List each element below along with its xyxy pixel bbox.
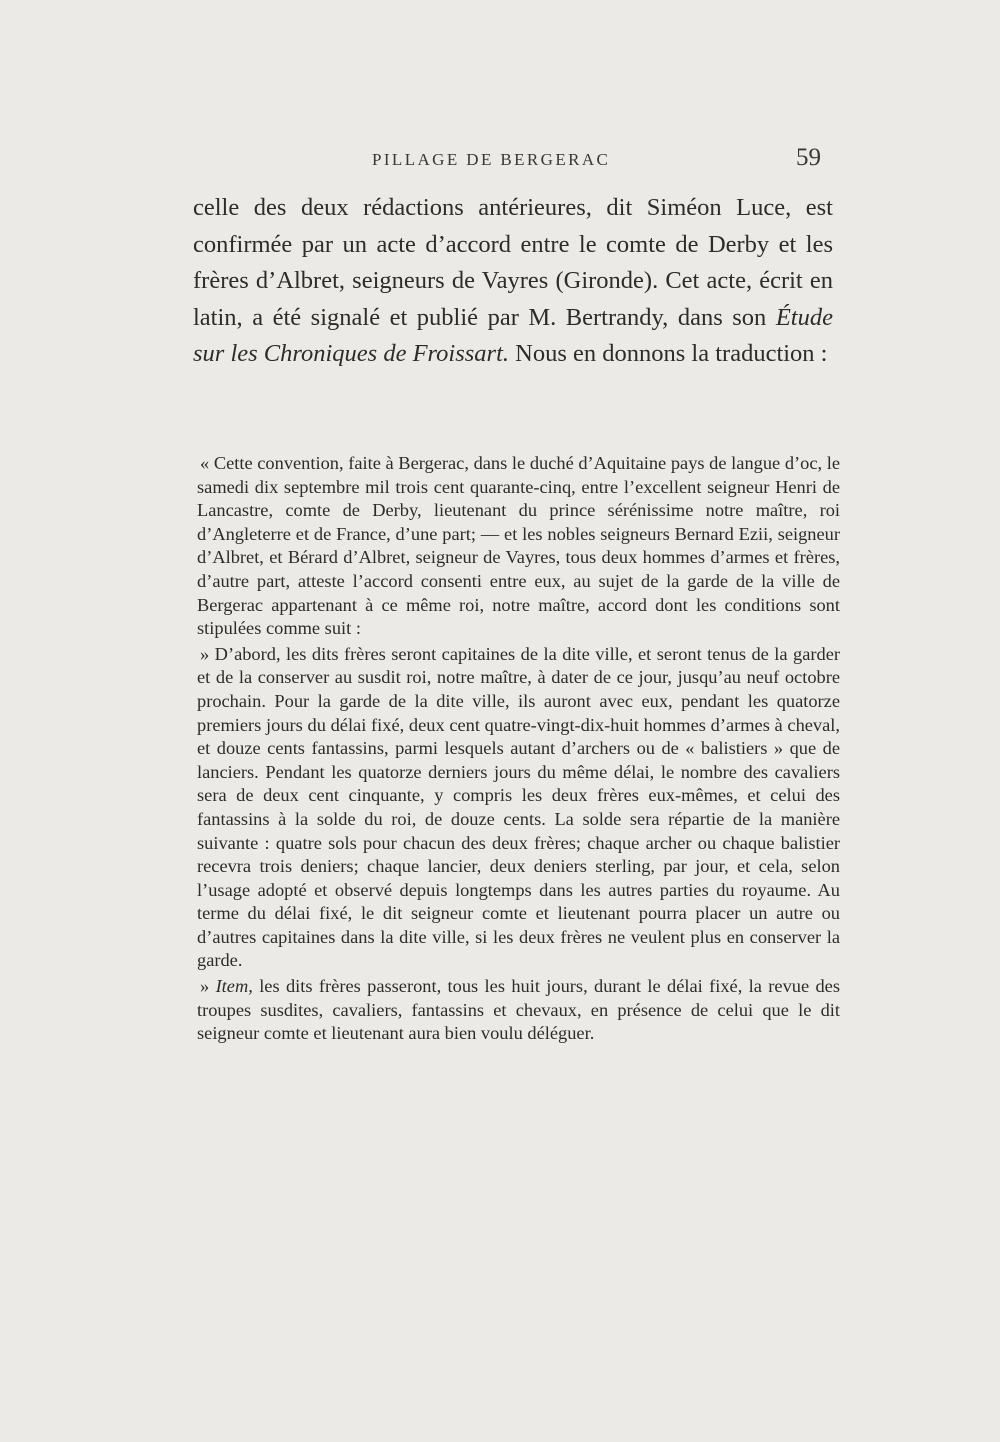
- quoted-translation: [197, 452, 840, 1046]
- lead-text-after: Nous en donnons la traduction :: [509, 340, 828, 367]
- lead-text-before: celle des deux rédactions antérieures, dit Siméon Luce, est confirmée par un acte d’accord entre le comte de Derby et les frères d’Albret, seigneurs de Vayres (Gironde). Cet acte, écrit en latin, a été signalé et publié par M. Bertrandy, dans son: [193, 194, 833, 331]
- lead-paragraph: [193, 190, 833, 373]
- quote-3-italic: Item,: [215, 976, 253, 997]
- quote-paragraph-1: « Cette convention, faite à Bergerac, dans le duché d’Aquitaine pays de langue d’oc, le samedi dix septembre mil trois cent quarante-cinq, entre l’excellent seigneur Henri de Lancastre, comte de Derby, lieutenant du prince sérénissime notre maître, roi d’Angleterre et de France, d’une part; — et les nobles seigneurs Bernard Ezii, seigneur d’Albret, et Bérard d’Albret, seigneur de Vayres, tous deux hommes d’armes et frères, d’autre part, atteste l’accord consenti entre eux, au sujet de la garde de la ville de Bergerac appartenant à ce même roi, notre maître, accord dont les conditions sont stipulées comme suit :: [197, 453, 840, 639]
- italic-book-title: Étude sur les Chroniques de Froissart.: [193, 303, 833, 367]
- quote-paragraph-2: » D’abord, les dits frères seront capitaines de la dite ville, et seront tenus de la garder et de la conserver au susdit roi, notre maître, à dater de ce jour, jusqu’au neuf octobre prochain. Pour la garde de la dite ville, ils auront avec eux, pendant les quatorze premiers jours du délai fixé, deux cent quatre-vingt-dix-huit hommes d’armes à cheval, et douze cents fantassins, parmi lesquels autant d’archers ou de « balistiers » que de lanciers. Pendant les quatorze derniers jours du même délai, le nombre des cavaliers sera de deux cent cinquante, y compris les deux frères eux-mêmes, et celui des fantassins à la solde du roi, de douze cents. La solde sera répartie de la manière suivante : quatre sols pour chacun des deux frères; chaque archer ou chaque balistier recevra trois deniers; chaque lancier, deux deniers sterling, par jour, et cela, selon l’usage adopté et observé depuis longtemps dans les autres parties du royaume. Au terme du délai fixé, le dit seigneur comte et lieutenant pourra placer un autre ou d’autres capitaines dans la dite ville, si les deux frères ne veulent plus en conserver la garde.: [197, 643, 840, 971]
- quote-paragraph-3: [197, 975, 840, 1046]
- quote-3-text: les dits frères passeront, tous les huit jours, durant le délai fixé, la revue des troupes susdites, cavaliers, fantassins et chevaux, en présence de celui que le dit seigneur comte et lieutenant aura bien voulu déléguer.: [197, 976, 841, 1044]
- running-title: PILLAGE DE BERGERAC: [372, 150, 611, 169]
- body-text: [193, 190, 833, 373]
- quote-3-prefix: »: [200, 976, 216, 997]
- page-number: 59: [796, 144, 821, 171]
